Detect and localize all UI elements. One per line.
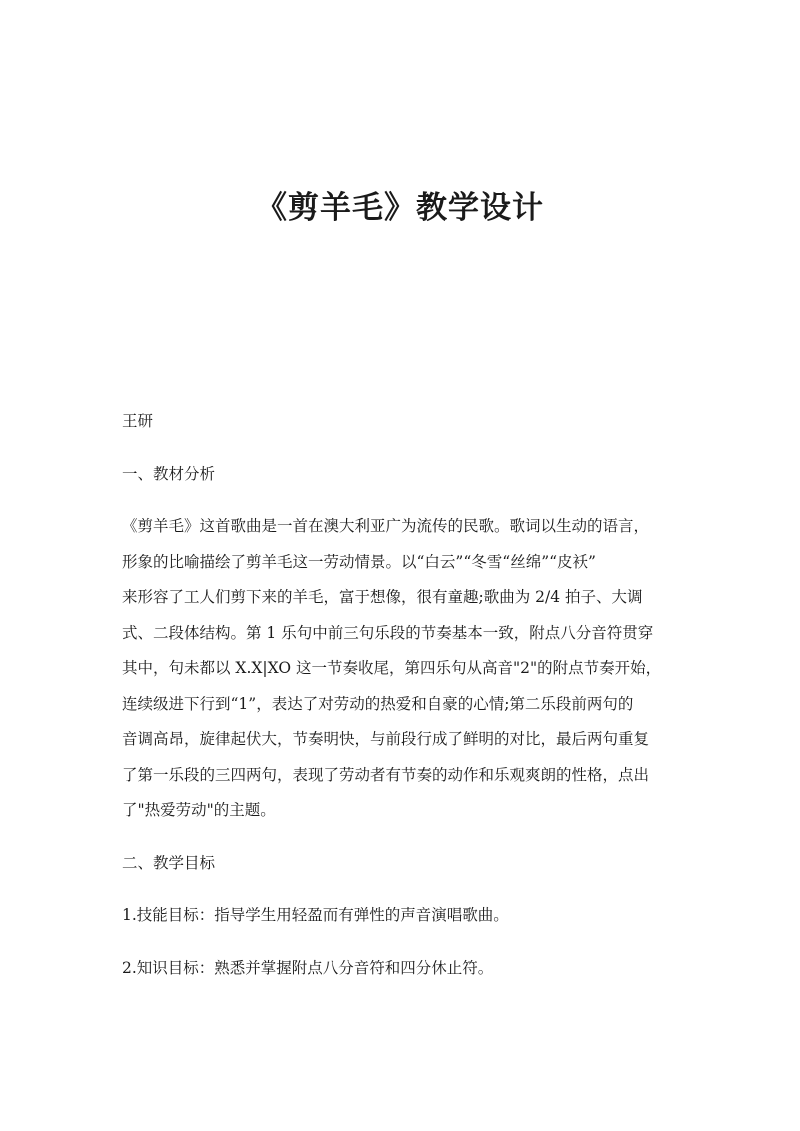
objective-item-skill: 1.技能目标：指导学生用轻盈而有弹性的声音演唱歌曲。 (122, 906, 509, 924)
paragraph-line: 来形容了工人们剪下来的羊毛，富于想像，很有童趣;歌曲为 2/4 拍子、大调 (122, 588, 643, 606)
paragraph-line: 《剪羊毛》这首歌曲是一首在澳大利亚广为流传的民歌。歌词以生动的语言， (122, 517, 650, 535)
paragraph-line: 了第一乐段的三四两句，表现了劳动者有节奏的动作和乐观爽朗的性格，点出 (122, 765, 650, 784)
section-heading-objectives: 二、教学目标 (122, 853, 216, 872)
paragraph-line: 式、二段体结构。第 1 乐句中前三句乐段的节奏基本一致，附点八分音符贯穿 (122, 623, 654, 642)
paragraph-line: 了"热爱劳动"的主题。 (122, 801, 276, 819)
author-name: 王研 (122, 412, 154, 430)
paragraph-line: 形象的比喻描绘了剪羊毛这一劳动情景。以“白云”“冬雪“丝绵”“皮袄” (122, 552, 596, 571)
paragraph-line: 其中，句未都以 X.X|XO 这一节奏收尾，第四乐句从高音"2"的附点节奏开始， (122, 659, 662, 677)
document-title: 《剪羊毛》教学设计 (256, 190, 544, 226)
analysis-paragraph (122, 509, 678, 829)
objective-item-knowledge: 2.知识目标：熟悉并掌握附点八分音符和四分休止符。 (122, 958, 494, 977)
paragraph-line: 连续级进下行到“1”，表达了对劳动的热爱和自豪的心情;第二乐段前两句的 (122, 694, 634, 713)
document-body (122, 404, 678, 1003)
paragraph-line: 音调高昂，旋律起伏大，节奏明快，与前段行成了鲜明的对比，最后两句重复 (122, 730, 650, 748)
section-heading-analysis: 一、教材分析 (122, 464, 216, 483)
